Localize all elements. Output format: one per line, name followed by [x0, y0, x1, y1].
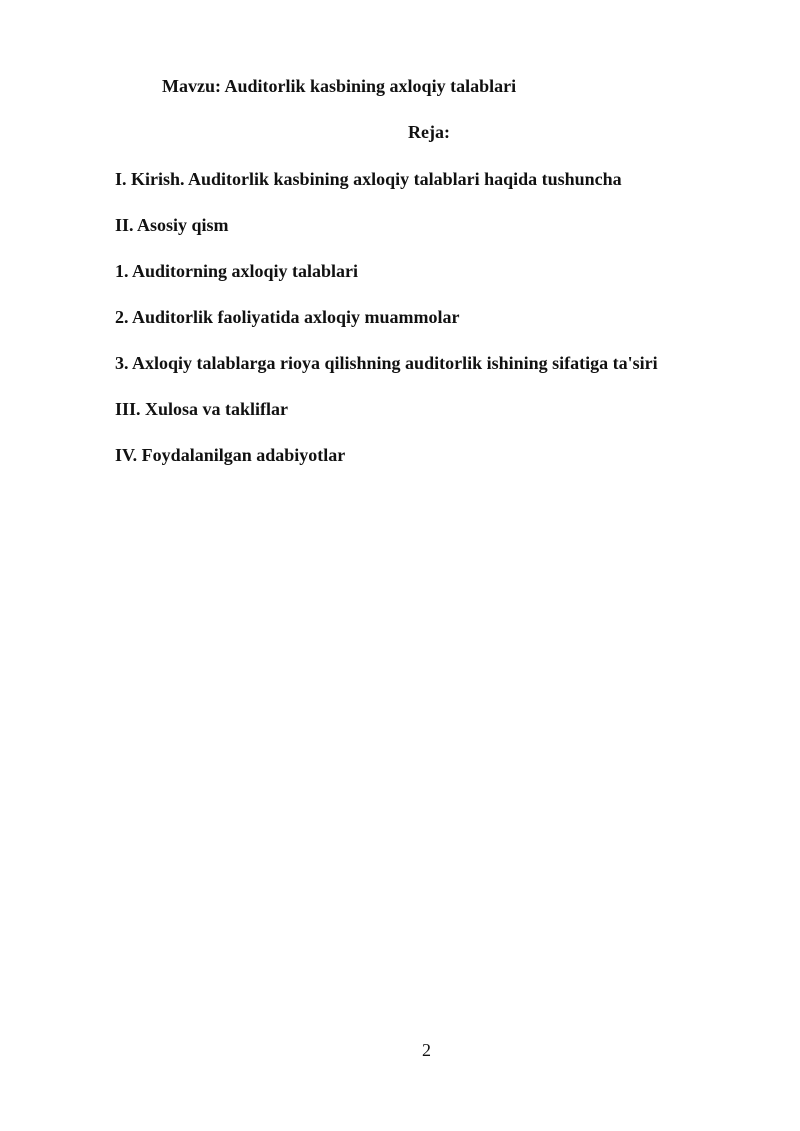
plan-outline: [115, 168, 658, 490]
document-topic: Mavzu: Auditorlik kasbining axloqiy talablari: [162, 76, 517, 96]
outline-item-main-part: II. Asosiy qism: [115, 215, 229, 235]
plan-heading: Reja:: [408, 122, 450, 142]
outline-item-3: 3. Axloqiy talablarga rioya qilishning auditorlik ishining sifatiga ta'siri: [115, 353, 658, 373]
outline-item-conclusion: III. Xulosa va takliflar: [115, 399, 289, 419]
outline-item-2: 2. Auditorlik faoliyatida axloqiy muammolar: [115, 307, 460, 327]
page-number: 2: [422, 1040, 431, 1060]
outline-item-1: 1. Auditorning axloqiy talablari: [115, 261, 359, 281]
outline-item-introduction: I. Kirish. Auditorlik kasbining axloqiy talablari haqida tushuncha: [115, 169, 622, 189]
outline-item-references: IV. Foydalanilgan adabiyotlar: [115, 445, 346, 465]
